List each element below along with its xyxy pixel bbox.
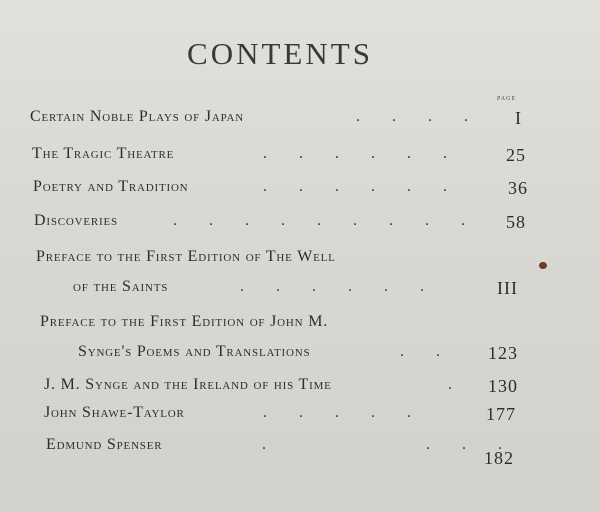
toc-entry-title: Certain Noble Plays of Japan xyxy=(30,108,244,125)
toc-entry-title: Preface to the First Edition of John M. xyxy=(40,313,329,330)
toc-entry xyxy=(0,108,600,132)
toc-entry-title: Synge's Poems and Translations xyxy=(78,343,311,360)
dot-leaders: . . . . . . xyxy=(240,278,424,295)
toc-entry xyxy=(0,404,600,428)
dot-leaders: . . . . . . xyxy=(263,145,447,162)
toc-page-number: 58 xyxy=(506,212,526,232)
toc-entry xyxy=(0,436,600,468)
toc-entry xyxy=(0,343,600,367)
dot-leaders: . . . . xyxy=(262,436,502,453)
toc-entry xyxy=(0,178,600,202)
toc-page-number: I xyxy=(515,108,522,128)
page-column-label: page xyxy=(497,92,517,102)
toc-entry-title: John Shawe-Taylor xyxy=(44,404,185,421)
toc-entry-title: The Tragic Theatre xyxy=(32,145,175,162)
toc-page-number: 177 xyxy=(486,404,516,424)
toc-page-number: 25 xyxy=(506,145,526,165)
toc-entry xyxy=(0,212,600,236)
toc-entry-title: J. M. Synge and the Ireland of his Time xyxy=(44,376,332,393)
dot-leaders: . . . . . . xyxy=(263,178,447,195)
toc-entry-title: Preface to the First Edition of The Well xyxy=(36,248,336,265)
toc-page-number: 182 xyxy=(484,448,514,468)
dot-leaders: . . . . . . . . . xyxy=(173,212,465,229)
ink-stain xyxy=(539,262,547,269)
toc-entry xyxy=(0,248,600,272)
toc-page-number: 130 xyxy=(488,376,518,396)
toc-entry xyxy=(0,145,600,169)
contents-heading: CONTENTS xyxy=(187,36,373,71)
toc-page-number: III xyxy=(497,278,518,298)
toc-entry-title: Poetry and Tradition xyxy=(33,178,189,195)
toc-entry xyxy=(0,376,600,400)
toc-entry-title: Edmund Spenser xyxy=(46,436,163,453)
dot-leaders: . xyxy=(448,376,452,393)
toc-page-number: 36 xyxy=(508,178,528,198)
toc-entry-title: Discoveries xyxy=(34,212,118,229)
toc-page-number: 123 xyxy=(488,343,518,363)
toc-entry xyxy=(0,278,600,302)
dot-leaders: . . . . . xyxy=(263,404,411,421)
dot-leaders: . . xyxy=(400,343,440,360)
toc-entry-title: of the Saints xyxy=(73,278,169,295)
toc-entry xyxy=(0,313,600,337)
dot-leaders: . . . . xyxy=(356,108,468,125)
